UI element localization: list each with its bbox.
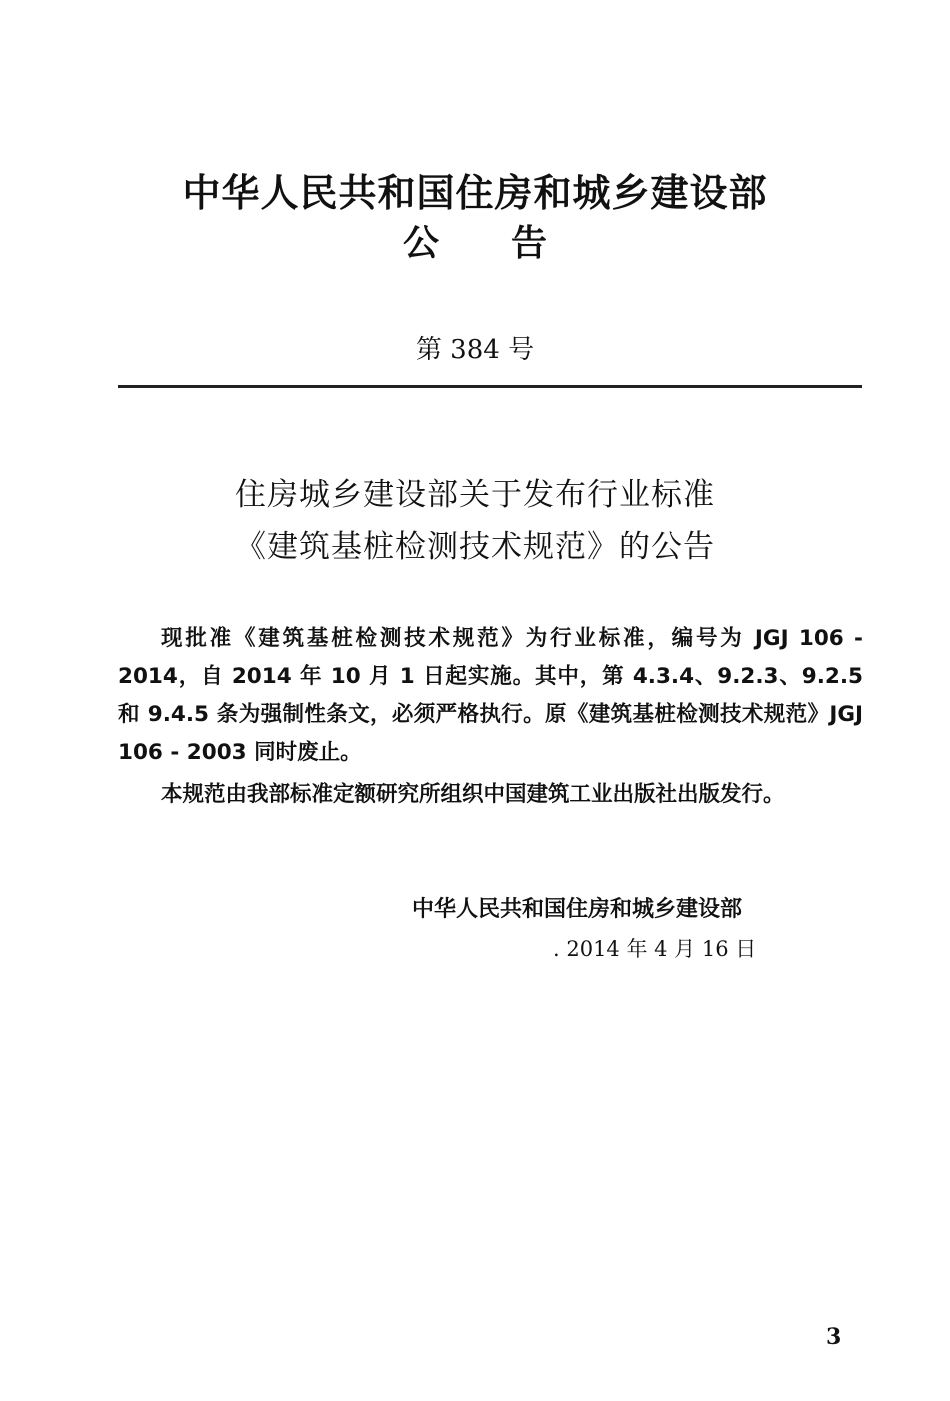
announcement-title-line2: 《建筑基桩检测技术规范》的公告 [235, 529, 715, 565]
header-divider [118, 385, 862, 388]
document-type-heading: 公告 [402, 223, 619, 264]
page-number: 3 [826, 1324, 842, 1350]
issuer-signature: 中华人民共和国住房和城乡建设部 [412, 897, 743, 922]
ministry-heading: 中华人民共和国住房和城乡建设部 [182, 171, 768, 215]
announcement-title-line1: 住房城乡建设部关于发布行业标准 [235, 477, 715, 513]
issue-date: . 2014 年 4 月 16 日 [553, 937, 757, 961]
body-paragraph-publication: 本规范由我部标准定额研究所组织中国建筑工业出版社出版发行。 [161, 782, 785, 807]
body-paragraph-approval: 现批准《建筑基桩检测技术规范》为行业标准，编号为 JGJ 106 - 2014，自 2014 年 10 月 1 日起实施。其中，第 4.3.4、9.2.3、9.2.5 和 9.4.5 条为强制性条文，必须严格执行。原《建筑基桩检测技术规范》JGJ 106 - 2003 同时废止。 [118, 626, 863, 765]
issue-number: 第 384 号 [415, 335, 535, 365]
